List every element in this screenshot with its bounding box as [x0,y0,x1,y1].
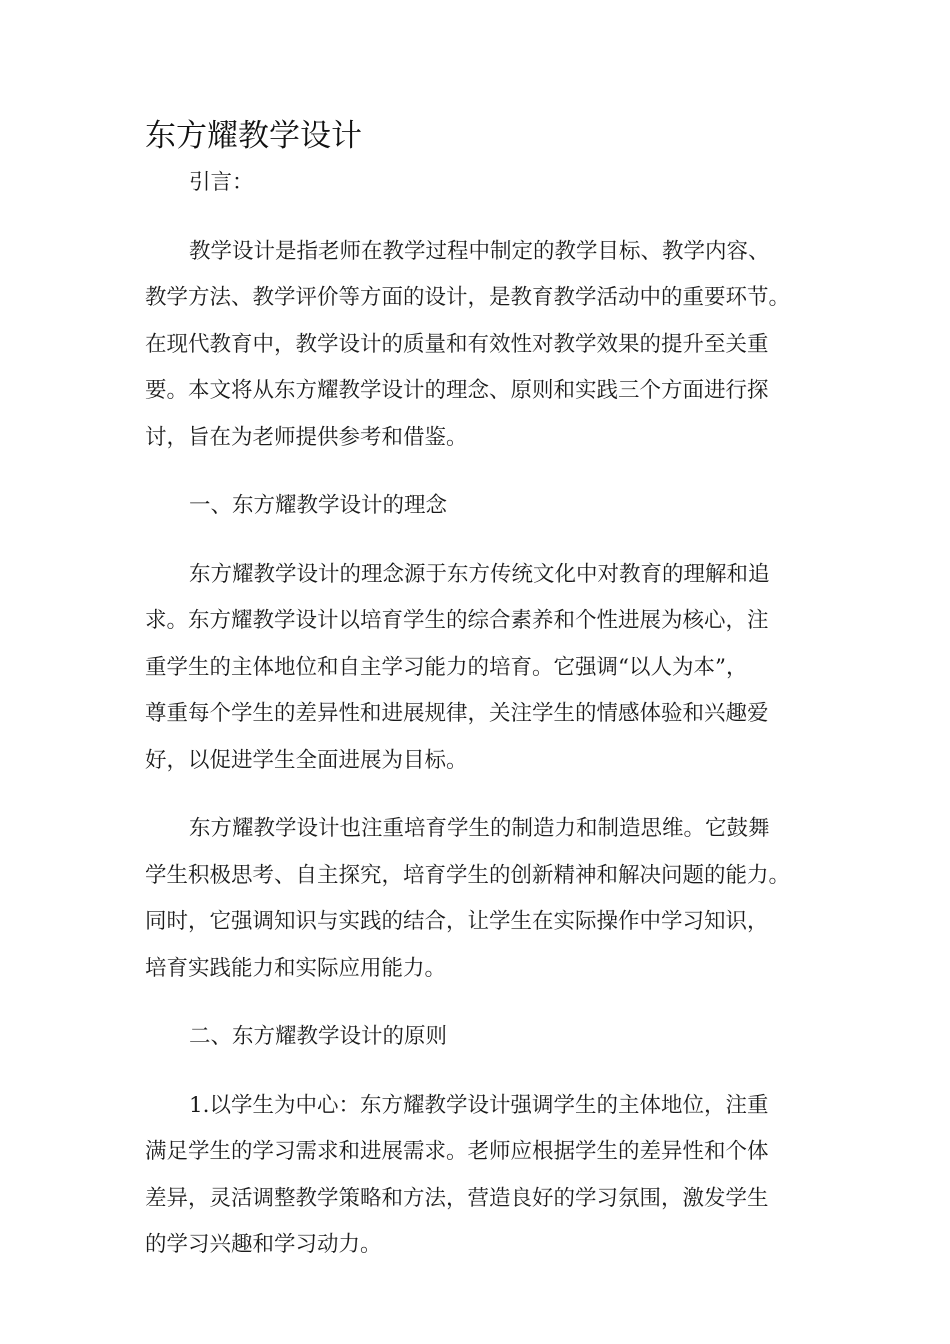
section-heading-principles [145,1014,805,1061]
text-line: 引言： [189,170,254,195]
paragraph-principle-1 [145,1083,805,1269]
text-line: 同时，它强调知识与实践的结合，让学生在实际操作中学习知识， [145,909,769,934]
paragraph-concept-1 [145,552,805,785]
text-line: 尊重每个学生的差异性和进展规律，关注学生的情感体验和兴趣爱 [145,701,769,726]
paragraph-intro-heading [145,160,805,207]
text-line: 教学设计是指老师在教学过程中制定的教学目标、教学内容、 [189,238,770,264]
document-title: 东方耀教学设计 [145,118,362,154]
text-line: 1.以学生为中心：东方耀教学设计强调学生的主体地位，注重 [189,1092,769,1118]
text-line: 培育实践能力和实际应用能力。 [145,955,447,981]
text-line: 教学方法、教学评价等方面的设计，是教育教学活动中的重要环节。 [145,285,791,310]
text-line: 重学生的主体地位和自主学习能力的培育。它强调“以人为本”， [145,654,748,680]
document-body [145,160,805,1291]
text-line: 要。本文将从东方耀教学设计的理念、原则和实践三个方面进行探 [145,378,769,403]
text-line: 求。东方耀教学设计以培育学生的综合素养和个性进展为核心，注 [145,608,769,633]
section-heading-concept [145,483,805,530]
paragraph-concept-2 [145,806,805,992]
text-line: 一、东方耀教学设计的理念 [189,493,448,518]
paragraph-intro [145,229,805,462]
text-line: 学生积极思考、自主探究，培育学生的创新精神和解决问题的能力。 [145,862,791,888]
text-line: 满足学生的学习需求和进展需求。老师应根据学生的差异性和个体 [145,1139,769,1164]
text-line: 东方耀教学设计的理念源于东方传统文化中对教育的理解和追 [189,561,770,587]
text-line: 讨，旨在为老师提供参考和借鉴。 [145,424,468,450]
text-line: 二、东方耀教学设计的原则 [189,1024,448,1049]
text-line: 的学习兴趣和学习动力。 [145,1232,382,1257]
text-line: 东方耀教学设计也注重培育学生的制造力和制造思维。它鼓舞 [189,816,770,841]
text-line: 好，以促进学生全面进展为目标。 [145,747,468,773]
text-line: 在现代教育中，教学设计的质量和有效性对教学效果的提升至关重 [145,331,769,357]
text-line: 差异，灵活调整教学策略和方法，营造良好的学习氛围，激发学生 [145,1185,769,1211]
